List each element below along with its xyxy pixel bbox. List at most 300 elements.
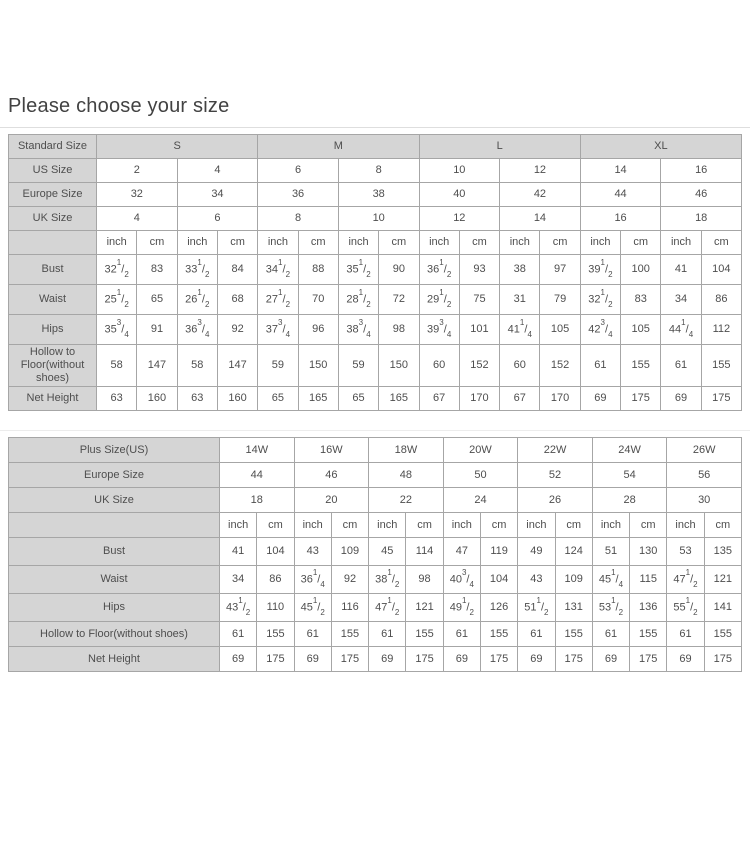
fraction-denominator: 4 — [446, 330, 452, 340]
value-cell: 175 — [406, 647, 443, 672]
header-value-cell: 12 — [419, 207, 500, 231]
value-cell: $35^3/_4$ — [97, 315, 137, 345]
value-cell: 43 — [294, 538, 331, 566]
value-cell: 61 — [667, 622, 704, 647]
table-header-row — [9, 183, 742, 207]
table-row — [9, 594, 742, 622]
header-value-cell: 6 — [258, 159, 339, 183]
fraction-denominator: 4 — [285, 330, 291, 340]
fraction-numerator: 1 — [358, 257, 364, 267]
fraction-denominator: 4 — [366, 330, 371, 340]
value-cell: 175 — [480, 647, 517, 672]
value-cell: 175 — [704, 647, 741, 672]
fraction-numerator: 1 — [387, 595, 392, 605]
fraction-numerator: 1 — [238, 595, 243, 605]
value-cell: 86 — [257, 566, 294, 594]
value-cell: $32^1/_2$ — [97, 255, 137, 285]
value-cell: $32^1/_2$ — [580, 285, 620, 315]
row-label-cell: Waist — [9, 566, 220, 594]
value-cell: 84 — [217, 255, 257, 285]
fraction-denominator: 2 — [204, 270, 210, 280]
value-cell: 96 — [298, 315, 338, 345]
value-cell: 155 — [406, 622, 443, 647]
page-title: Please choose your size — [8, 95, 230, 117]
value-cell: 69 — [443, 647, 480, 672]
unit-cell: cm — [406, 513, 443, 538]
value-cell: 165 — [379, 387, 419, 411]
unit-cell: cm — [257, 513, 294, 538]
value-cell: 147 — [137, 345, 177, 387]
unit-cell: inch — [443, 513, 480, 538]
fraction-denominator: 2 — [204, 300, 210, 310]
unit-cell: cm — [217, 231, 257, 255]
value-cell: $44^1/_4$ — [661, 315, 701, 345]
value-cell: 61 — [661, 345, 701, 387]
value-cell: 61 — [518, 622, 555, 647]
fraction-numerator: 1 — [600, 257, 605, 267]
header-value-cell: 22 — [369, 488, 444, 513]
unit-cell: cm — [298, 231, 338, 255]
fraction-numerator: 1 — [600, 287, 605, 297]
row-label-cell: Hollow to Floor(without shoes) — [9, 622, 220, 647]
unit-row-empty-cell — [9, 513, 220, 538]
header-value-cell: 26 — [518, 488, 593, 513]
value-cell: $28^1/_2$ — [338, 285, 378, 315]
value-cell: 160 — [217, 387, 257, 411]
value-cell: $29^1/_2$ — [419, 285, 459, 315]
row-label-cell: Europe Size — [9, 183, 97, 207]
value-cell: 31 — [500, 285, 540, 315]
value-cell: 98 — [379, 315, 419, 345]
value-cell: 155 — [704, 622, 741, 647]
fraction-numerator: 1 — [197, 257, 202, 267]
fraction-numerator: 3 — [116, 317, 122, 327]
header-value-cell: 16W — [294, 438, 369, 463]
unit-cell: inch — [258, 231, 298, 255]
fraction-numerator: 1 — [278, 257, 283, 267]
fraction-numerator: 1 — [611, 595, 616, 605]
value-cell: 79 — [540, 285, 580, 315]
unit-cell: cm — [555, 513, 592, 538]
value-cell: 41 — [220, 538, 257, 566]
unit-cell: inch — [667, 513, 704, 538]
value-cell: 61 — [294, 622, 331, 647]
header-value-cell: 14 — [580, 159, 661, 183]
table-row — [9, 647, 742, 672]
unit-cell: cm — [704, 513, 741, 538]
value-cell: 155 — [621, 345, 661, 387]
row-label-cell: UK Size — [9, 207, 97, 231]
value-cell: 104 — [257, 538, 294, 566]
header-value-cell: 14 — [500, 207, 581, 231]
unit-cell: inch — [97, 231, 137, 255]
value-cell: 34 — [661, 285, 701, 315]
value-cell: 59 — [258, 345, 298, 387]
header-value-cell: 30 — [667, 488, 742, 513]
fraction-denominator: 2 — [366, 270, 371, 280]
value-cell: 60 — [419, 345, 459, 387]
fraction-denominator: 2 — [245, 608, 251, 618]
fraction-denominator: 2 — [320, 608, 325, 618]
fraction-numerator: 1 — [278, 287, 283, 297]
value-cell: $27^1/_2$ — [258, 285, 298, 315]
row-label-cell: Net Height — [9, 647, 220, 672]
header-value-cell: 22W — [518, 438, 593, 463]
unit-cell: cm — [331, 513, 368, 538]
unit-row — [9, 231, 742, 255]
fraction-numerator: 3 — [461, 567, 467, 577]
unit-cell: inch — [220, 513, 257, 538]
value-cell: 91 — [137, 315, 177, 345]
fraction-denominator: 2 — [618, 608, 624, 618]
value-cell: 69 — [661, 387, 701, 411]
header-value-cell: 10 — [419, 159, 500, 183]
fraction-denominator: 4 — [320, 580, 325, 590]
header-value-cell: 56 — [667, 463, 742, 488]
header-value-cell: 2 — [97, 159, 178, 183]
value-cell: 61 — [220, 622, 257, 647]
value-cell: 93 — [459, 255, 499, 285]
size-chart-table-plus — [8, 437, 742, 672]
fraction-numerator: 1 — [358, 287, 364, 297]
value-cell: 69 — [592, 647, 629, 672]
value-cell: 90 — [379, 255, 419, 285]
header-value-cell: XL — [580, 135, 741, 159]
value-cell: 160 — [137, 387, 177, 411]
header-value-cell: 50 — [443, 463, 518, 488]
value-cell: 155 — [257, 622, 294, 647]
value-cell: 59 — [338, 345, 378, 387]
value-cell: 92 — [217, 315, 257, 345]
table-row — [9, 255, 742, 285]
value-cell: 58 — [177, 345, 217, 387]
value-cell: 130 — [630, 538, 667, 566]
fraction-numerator: 3 — [278, 317, 283, 327]
value-cell: 147 — [217, 345, 257, 387]
unit-cell: cm — [630, 513, 667, 538]
value-cell: 110 — [257, 594, 294, 622]
value-cell: $47^1/_2$ — [667, 566, 704, 594]
row-label-cell: Net Height — [9, 387, 97, 411]
value-cell: 65 — [338, 387, 378, 411]
fraction-numerator: 1 — [685, 595, 691, 605]
fraction-denominator: 2 — [394, 580, 400, 590]
header-value-cell: S — [97, 135, 258, 159]
value-cell: $43^1/_2$ — [220, 594, 257, 622]
value-cell: $40^3/_4$ — [443, 566, 480, 594]
header-value-cell: 48 — [369, 463, 444, 488]
header-value-cell: 40 — [419, 183, 500, 207]
table-header-row — [9, 207, 742, 231]
fraction-numerator: 1 — [611, 567, 616, 577]
header-value-cell: 16 — [580, 207, 661, 231]
unit-cell: inch — [369, 513, 406, 538]
header-value-cell: 26W — [667, 438, 742, 463]
fraction-numerator: 1 — [536, 595, 541, 605]
value-cell: 104 — [701, 255, 741, 285]
value-cell: 63 — [177, 387, 217, 411]
fraction-numerator: 1 — [685, 567, 691, 577]
value-cell: 97 — [540, 255, 580, 285]
value-cell: 65 — [258, 387, 298, 411]
value-cell: 141 — [704, 594, 741, 622]
value-cell: 152 — [540, 345, 580, 387]
fraction-denominator: 2 — [285, 270, 291, 280]
value-cell: 92 — [331, 566, 368, 594]
value-cell: 69 — [580, 387, 620, 411]
table-header-row — [9, 135, 742, 159]
header-value-cell: 20W — [443, 438, 518, 463]
value-cell: 38 — [500, 255, 540, 285]
table-header-row — [9, 488, 742, 513]
fraction-numerator: 1 — [116, 287, 122, 297]
fraction-numerator: 3 — [600, 317, 605, 327]
unit-cell: inch — [500, 231, 540, 255]
table-header-row — [9, 438, 742, 463]
header-value-cell: 4 — [97, 207, 178, 231]
value-cell: 72 — [379, 285, 419, 315]
value-cell: 69 — [518, 647, 555, 672]
row-label-cell: Hollow to Floor(without shoes) — [9, 345, 97, 387]
fraction-numerator: 1 — [387, 567, 392, 577]
fraction-numerator: 1 — [681, 317, 686, 327]
table-header-row — [9, 159, 742, 183]
value-cell: 67 — [500, 387, 540, 411]
value-cell: 61 — [580, 345, 620, 387]
row-label-cell: Hips — [9, 315, 97, 345]
value-cell: 155 — [630, 622, 667, 647]
header-value-cell: 38 — [338, 183, 419, 207]
value-cell: 126 — [480, 594, 517, 622]
row-label-cell: Hips — [9, 594, 220, 622]
header-value-cell: 10 — [338, 207, 419, 231]
value-cell: 119 — [480, 538, 517, 566]
row-label-cell: Standard Size — [9, 135, 97, 159]
value-cell: 69 — [369, 647, 406, 672]
value-cell: 61 — [443, 622, 480, 647]
value-cell: 98 — [406, 566, 443, 594]
unit-cell: inch — [580, 231, 620, 255]
fraction-numerator: 1 — [197, 287, 202, 297]
value-cell: 34 — [220, 566, 257, 594]
value-cell: $47^1/_2$ — [369, 594, 406, 622]
header-value-cell: 44 — [580, 183, 661, 207]
unit-row-empty-cell — [9, 231, 97, 255]
fraction-denominator: 2 — [608, 270, 613, 280]
value-cell: $36^1/_2$ — [419, 255, 459, 285]
fraction-numerator: 1 — [439, 287, 444, 297]
fraction-denominator: 2 — [285, 300, 291, 310]
value-cell: 70 — [298, 285, 338, 315]
value-cell: 65 — [137, 285, 177, 315]
value-cell: 83 — [621, 285, 661, 315]
value-cell: 114 — [406, 538, 443, 566]
fraction-denominator: 2 — [693, 580, 698, 590]
header-value-cell: 54 — [592, 463, 667, 488]
value-cell: $38^1/_2$ — [369, 566, 406, 594]
header-value-cell: 28 — [592, 488, 667, 513]
value-cell: $36^1/_4$ — [294, 566, 331, 594]
table-row — [9, 285, 742, 315]
value-cell: 86 — [701, 285, 741, 315]
table-row — [9, 315, 742, 345]
unit-cell: inch — [419, 231, 459, 255]
value-cell: 69 — [667, 647, 704, 672]
value-cell: 61 — [369, 622, 406, 647]
value-cell: 105 — [621, 315, 661, 345]
fraction-denominator: 2 — [124, 300, 129, 310]
value-cell: 67 — [419, 387, 459, 411]
header-value-cell: 6 — [177, 207, 258, 231]
header-value-cell: 42 — [500, 183, 581, 207]
value-cell: $39^1/_2$ — [580, 255, 620, 285]
row-label-cell: US Size — [9, 159, 97, 183]
value-cell: 105 — [540, 315, 580, 345]
value-cell: $35^1/_2$ — [338, 255, 378, 285]
value-cell: 69 — [220, 647, 257, 672]
value-cell: 83 — [137, 255, 177, 285]
header-value-cell: 52 — [518, 463, 593, 488]
value-cell: $37^3/_4$ — [258, 315, 298, 345]
unit-cell: inch — [592, 513, 629, 538]
unit-cell: cm — [137, 231, 177, 255]
table-row — [9, 538, 742, 566]
value-cell: 75 — [459, 285, 499, 315]
header-value-cell: 32 — [97, 183, 178, 207]
value-cell: 135 — [704, 538, 741, 566]
unit-cell: inch — [661, 231, 701, 255]
header-value-cell: 18W — [369, 438, 444, 463]
value-cell: 124 — [555, 538, 592, 566]
value-cell: 152 — [459, 345, 499, 387]
value-cell: 131 — [555, 594, 592, 622]
value-cell: 88 — [298, 255, 338, 285]
unit-cell: cm — [540, 231, 580, 255]
fraction-denominator: 4 — [618, 580, 624, 590]
fraction-numerator: 1 — [312, 567, 318, 577]
fraction-denominator: 2 — [469, 608, 474, 618]
fraction-numerator: 3 — [439, 317, 444, 327]
value-cell: 101 — [459, 315, 499, 345]
value-cell: $36^3/_4$ — [177, 315, 217, 345]
fraction-denominator: 2 — [693, 608, 698, 618]
header-value-cell: 44 — [220, 463, 295, 488]
fraction-denominator: 4 — [688, 330, 694, 340]
value-cell: 112 — [701, 315, 741, 345]
unit-cell: inch — [338, 231, 378, 255]
value-cell: 53 — [667, 538, 704, 566]
value-cell: 63 — [97, 387, 137, 411]
value-cell: 47 — [443, 538, 480, 566]
value-cell: 170 — [459, 387, 499, 411]
value-cell: 121 — [704, 566, 741, 594]
table-header-row — [9, 463, 742, 488]
fraction-numerator: 3 — [358, 317, 364, 327]
unit-cell: cm — [621, 231, 661, 255]
value-cell: 155 — [480, 622, 517, 647]
value-cell: 116 — [331, 594, 368, 622]
value-cell: $45^1/_4$ — [592, 566, 629, 594]
size-chart-table-standard — [8, 134, 742, 411]
table-row — [9, 566, 742, 594]
value-cell: 115 — [630, 566, 667, 594]
value-cell: 51 — [592, 538, 629, 566]
fraction-denominator: 4 — [527, 330, 532, 340]
value-cell: 100 — [621, 255, 661, 285]
header-value-cell: 8 — [258, 207, 339, 231]
value-cell: 150 — [379, 345, 419, 387]
value-cell: $33^1/_2$ — [177, 255, 217, 285]
value-cell: $39^3/_4$ — [419, 315, 459, 345]
fraction-denominator: 2 — [366, 300, 371, 310]
unit-cell: cm — [459, 231, 499, 255]
table-row — [9, 345, 742, 387]
value-cell: 165 — [298, 387, 338, 411]
header-value-cell: 46 — [661, 183, 742, 207]
value-cell: 43 — [518, 566, 555, 594]
value-cell: $34^1/_2$ — [258, 255, 298, 285]
row-label-cell: Bust — [9, 255, 97, 285]
table-row — [9, 622, 742, 647]
value-cell: $38^3/_4$ — [338, 315, 378, 345]
fraction-numerator: 1 — [439, 257, 444, 267]
value-cell: 49 — [518, 538, 555, 566]
fraction-numerator: 1 — [116, 257, 122, 267]
header-value-cell: 4 — [177, 159, 258, 183]
fraction-numerator: 3 — [197, 317, 202, 327]
fraction-denominator: 4 — [204, 330, 210, 340]
value-cell: 109 — [555, 566, 592, 594]
header-value-cell: 18 — [220, 488, 295, 513]
value-cell: $41^1/_4$ — [500, 315, 540, 345]
row-label-cell: UK Size — [9, 488, 220, 513]
fraction-denominator: 2 — [394, 608, 400, 618]
value-cell: 121 — [406, 594, 443, 622]
value-cell: $25^1/_2$ — [97, 285, 137, 315]
row-label-cell: Plus Size(US) — [9, 438, 220, 463]
fraction-denominator: 2 — [608, 300, 613, 310]
unit-cell: cm — [480, 513, 517, 538]
value-cell: 155 — [331, 622, 368, 647]
fraction-denominator: 4 — [608, 330, 613, 340]
value-cell: $45^1/_2$ — [294, 594, 331, 622]
header-value-cell: 20 — [294, 488, 369, 513]
value-cell: 68 — [217, 285, 257, 315]
title-divider-line — [0, 127, 750, 128]
value-cell: 150 — [298, 345, 338, 387]
value-cell: 170 — [540, 387, 580, 411]
value-cell: $49^1/_2$ — [443, 594, 480, 622]
value-cell: 175 — [331, 647, 368, 672]
value-cell: 60 — [500, 345, 540, 387]
header-value-cell: 36 — [258, 183, 339, 207]
header-value-cell: 34 — [177, 183, 258, 207]
header-value-cell: L — [419, 135, 580, 159]
header-value-cell: 14W — [220, 438, 295, 463]
unit-row — [9, 513, 742, 538]
value-cell: 155 — [701, 345, 741, 387]
header-value-cell: 8 — [338, 159, 419, 183]
value-cell: 58 — [97, 345, 137, 387]
header-value-cell: 24 — [443, 488, 518, 513]
header-value-cell: 24W — [592, 438, 667, 463]
unit-cell: cm — [379, 231, 419, 255]
value-cell: 104 — [480, 566, 517, 594]
header-value-cell: M — [258, 135, 419, 159]
fraction-denominator: 4 — [469, 580, 474, 590]
row-label-cell: Europe Size — [9, 463, 220, 488]
value-cell: 175 — [630, 647, 667, 672]
